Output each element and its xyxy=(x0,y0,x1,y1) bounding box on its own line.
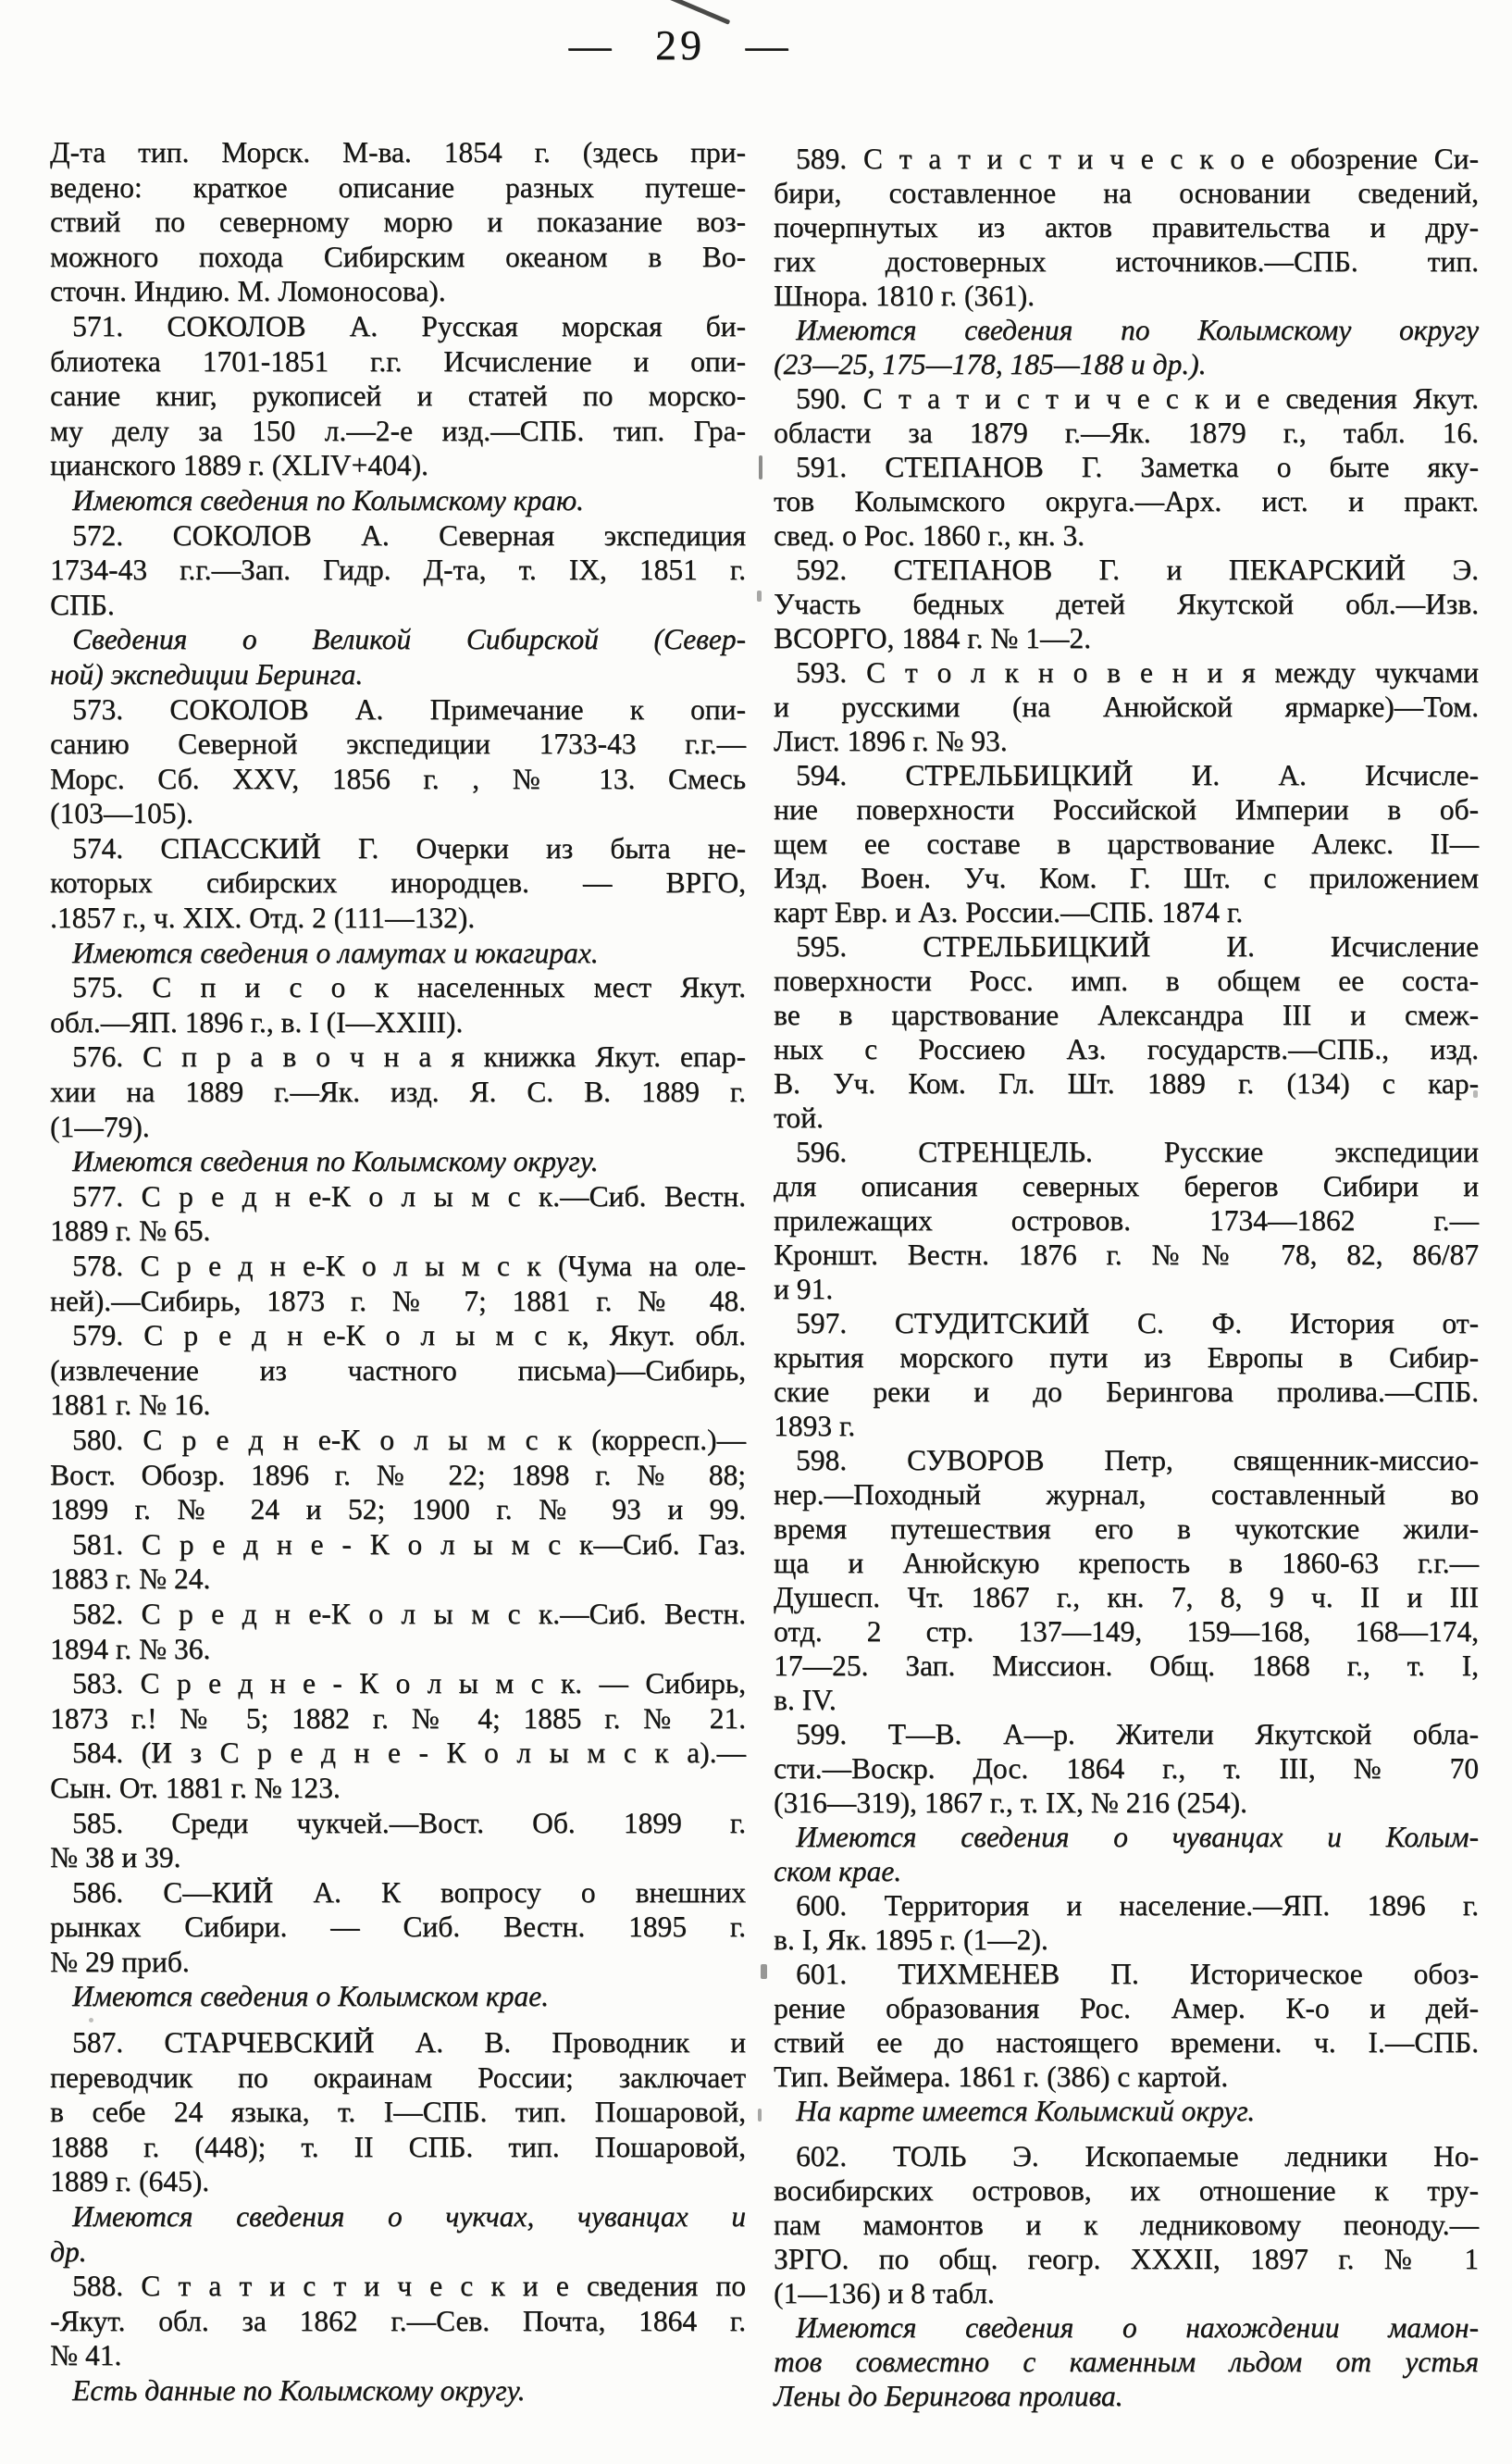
text-line: Душесп. Чт. 1867 г., кн. 7, 8, 9 ч. II и III xyxy=(774,1581,1479,1613)
text-line: 583. С р е д н е - К о л ы м с к. — Сибирь, xyxy=(72,1667,746,1700)
text-line: 1889 г. (645). xyxy=(50,2165,210,2198)
text-line: (23—25, 175—178, 185—188 и др.). xyxy=(774,348,1207,380)
text-line: (извлечение из частного письма)—Сибирь, xyxy=(50,1353,746,1387)
text-line: рение образования Рос. Амер. К-о и дей- xyxy=(774,1992,1479,2024)
text-line: (316—319), 1867 г., т. IX, № 216 (254). xyxy=(774,1786,1247,1819)
text-line: 1893 г. xyxy=(774,1410,856,1442)
text-line: в. IV. xyxy=(774,1684,837,1716)
text-line: Шнора. 1810 г. (361). xyxy=(774,280,1035,312)
text-line: санию Северной экспедиции 1733-43 г.г.— xyxy=(50,728,746,761)
text-line: 598. СУВОРОВ Петр, священник-миссио- xyxy=(796,1444,1479,1476)
text-line: Имеются сведения о ламутах и юкагирах. xyxy=(72,936,599,969)
text-line: время путешествия его в чукотские жили- xyxy=(774,1512,1479,1545)
text-line: СПБ. xyxy=(50,588,115,621)
text-line: му делу за 150 л.—2-е изд.—СПБ. тип. Гра- xyxy=(50,414,746,447)
text-line: отд. 2 стр. 137—149, 159—168, 168—174, xyxy=(774,1615,1479,1648)
text-line: 579. С р е д н е-К о л ы м с к, Якут. обл. xyxy=(72,1319,746,1352)
text-line: Сын. От. 1881 г. № 123. xyxy=(50,1771,341,1804)
text-line: Имеются сведения о чуванцах и Колым- xyxy=(796,1821,1479,1853)
text-line: (103—105). xyxy=(50,797,193,830)
left-column xyxy=(50,135,746,2408)
text-line: 580. С р е д н е-К о л ы м с к (корресп.)— xyxy=(72,1423,746,1456)
text-line: 17—25. Зап. Миссион. Общ. 1868 г., т. I, xyxy=(774,1649,1479,1682)
scan-artifact xyxy=(761,1964,767,1979)
text-line: крытия морского пути из Европы в Сибир- xyxy=(774,1341,1479,1374)
text-line: Имеются сведения о Колымском крае. xyxy=(72,1980,549,2013)
scan-artifact xyxy=(759,455,762,479)
text-line: восибирских островов, их отношение к тру- xyxy=(774,2174,1479,2207)
text-line: 1881 г. № 16. xyxy=(50,1388,211,1422)
text-line: 1883 г. № 24. xyxy=(50,1562,211,1596)
text-line: для описания северных берегов Сибири и xyxy=(774,1170,1479,1202)
text-line: 596. СТРЕНЦЕЛЬ. Русские экспедиции xyxy=(796,1136,1479,1168)
text-line: 578. С р е д н е-К о л ы м с к (Чума на оле- xyxy=(72,1250,746,1282)
text-line: .1857 г., ч. XIX. Отд. 2 (111—132). xyxy=(50,902,476,935)
text-line: 595. СТРЕЛЬБИЦКИЙ И. Исчисление xyxy=(796,930,1479,963)
text-line: 593. С т о л к н о в е н и я между чукчами xyxy=(796,656,1479,689)
scan-artifact xyxy=(1473,1090,1478,1098)
text-line: блиотека 1701-1851 г.г. Исчисление и опи- xyxy=(50,344,746,378)
text-line: 591. СТЕПАНОВ Г. Заметка о быте яку- xyxy=(796,451,1479,483)
text-line: ВСОРГО, 1884 г. № 1—2. xyxy=(774,622,1092,654)
text-line: ские реки и до Берингова пролива.—СПБ. xyxy=(774,1375,1479,1408)
text-line: 1734-43 г.г.—Зап. Гидр. Д-та, т. IX, 1851 г. xyxy=(50,554,746,587)
text-line: тов Колымского округа.—Арх. ист. и практ. xyxy=(774,485,1479,517)
text-line: цианского 1889 г. (XLIV+404). xyxy=(50,449,428,482)
text-line: той. xyxy=(774,1101,824,1134)
text-line: 1899 г. № 24 и 52; 1900 г. № 93 и 99. xyxy=(50,1493,746,1526)
text-line: тов совместно с каменным льдом от устья xyxy=(774,2346,1479,2378)
text-line: Кроншт. Вестн. 1876 г. №№ 78, 82, 86/87 xyxy=(774,1238,1479,1271)
text-line: Тип. Веймера. 1861 г. (386) с картой. xyxy=(774,2060,1229,2093)
text-line: в. I, Як. 1895 г. (1—2). xyxy=(774,1923,1048,1956)
text-line: 589. С т а т и с т и ч е с к о е обозрение Си- xyxy=(796,143,1479,175)
text-line: Имеются сведения по Колымскому округу. xyxy=(72,1145,599,1178)
text-line: хии на 1889 г.—Як. изд. Я. С. В. 1889 г. xyxy=(50,1076,746,1109)
text-line: прилежащих островов. 1734—1862 г.— xyxy=(774,1204,1479,1237)
text-line: Сведения о Великой Сибирской (Север- xyxy=(72,623,746,656)
text-line: 586. С—КИЙ А. К вопросу о внешних xyxy=(72,1875,746,1909)
text-line: 573. СОКОЛОВ А. Примечание к опи- xyxy=(72,692,746,726)
text-line: 600. Территория и население.—ЯП. 1896 г. xyxy=(796,1889,1479,1922)
text-line: обл.—ЯП. 1896 г., в. I (I—XXIII). xyxy=(50,1005,464,1039)
text-line: На карте имеется Колымский округ. xyxy=(796,2095,1256,2127)
text-line: свед. о Рос. 1860 г., кн. 3. xyxy=(774,519,1085,552)
text-line: рынках Сибири. — Сиб. Вестн. 1895 г. xyxy=(50,1910,746,1944)
text-line: 588. С т а т и с т и ч е с к и е сведения по xyxy=(72,2270,746,2303)
text-line: сание книг, рукописей и статей по морско- xyxy=(50,380,746,413)
text-line: 582. С р е д н е-К о л ы м с к.—Сиб. Вестн. xyxy=(72,1597,746,1630)
page-number: — 29 — xyxy=(568,21,792,68)
text-line: ща и Анюйскую крепость в 1860-63 г.г.— xyxy=(774,1547,1479,1579)
text-line: Имеются сведения по Колымскому округу xyxy=(796,314,1479,346)
text-line: гих достоверных источников.—СПБ. тип. xyxy=(774,245,1479,278)
text-line: Лист. 1896 г. № 93. xyxy=(774,725,1008,757)
text-line: 581. С р е д н е - К о л ы м с к—Сиб. Газ. xyxy=(72,1527,746,1561)
text-line: Д-та тип. Морск. М-ва. 1854 г. (здесь при- xyxy=(50,136,746,168)
text-line: 592. СТЕПАНОВ Г. и ПЕКАРСКИЙ Э. xyxy=(796,554,1479,586)
text-line: Вост. Обозр. 1896 г. № 22; 1898 г. № 88; xyxy=(50,1458,746,1491)
text-line: № 41. xyxy=(50,2339,122,2372)
text-line: ствий по северному морю и показание воз- xyxy=(50,205,746,239)
text-line: 599. Т—В. А—р. Жители Якутской обла- xyxy=(796,1718,1479,1750)
text-line: 602. ТОЛЬ Э. Ископаемые ледники Но- xyxy=(796,2140,1479,2172)
text-line: Изд. Воен. Уч. Ком. Г. Шт. с приложением xyxy=(774,862,1479,894)
text-line: ведено: краткое описание разных путеше- xyxy=(50,170,746,204)
scan-artifact xyxy=(758,2109,762,2122)
text-line: переводчик по окраинам России; заключает xyxy=(50,2060,746,2094)
text-line: 574. СПАССКИЙ Г. Очерки из быта не- xyxy=(72,831,746,865)
text-line: (1—79). xyxy=(50,1110,150,1143)
text-line: -Якут. обл. за 1862 г.—Сев. Почта, 1864 г. xyxy=(50,2304,746,2337)
text-line: 1894 г. № 36. xyxy=(50,1632,211,1665)
text-line: ском крае. xyxy=(774,1855,902,1887)
text-line: № 38 и 39. xyxy=(50,1841,181,1874)
text-line: сти.—Воскр. Дос. 1864 г., т. III, № 70 xyxy=(774,1752,1479,1785)
text-line: ствий ее до настоящего времени. ч. I.—СПБ. xyxy=(774,2026,1479,2059)
text-line: 575. С п и с о к населенных мест Якут. xyxy=(72,971,746,1004)
text-line: 597. СТУДИТСКИЙ С. Ф. История от- xyxy=(796,1307,1479,1339)
text-line: почерпнутых из актов правительства и дру- xyxy=(774,211,1479,243)
text-line: щем ее составе в царствование Алекс. II— xyxy=(774,828,1479,860)
text-line: ных с Россиею Аз. государств.—СПБ., изд. xyxy=(774,1033,1479,1065)
text-line: 1889 г. № 65. xyxy=(50,1214,211,1248)
text-line: области за 1879 г.—Як. 1879 г., табл. 16. xyxy=(774,417,1479,449)
scan-artifact xyxy=(89,2018,93,2022)
text-line: ной) экспедиции Беринга. xyxy=(50,657,364,691)
text-line: В. Уч. Ком. Гл. Шт. 1889 г. (134) с кар- xyxy=(774,1067,1479,1100)
text-line: бири, составленное на основании сведений, xyxy=(774,177,1479,209)
text-line: 1888 г. (448); т. II СПБ. тип. Пошаровой, xyxy=(50,2130,746,2163)
text-line: и русскими (на Анюйской ярмарке)—Том. xyxy=(774,691,1479,723)
text-line: ЗРГО. по общ. геогр. XXXII, 1897 г. № 1 xyxy=(774,2243,1479,2275)
text-line: и 91. xyxy=(774,1273,834,1305)
right-column xyxy=(774,142,1479,2413)
text-line: карт Евр. и Аз. России.—СПБ. 1874 г. xyxy=(774,896,1244,928)
text-line: Имеются сведения о чукчах, чуванцах и xyxy=(72,2200,746,2234)
text-line: Имеются сведения по Колымскому краю. xyxy=(72,483,584,516)
text-line: можного похода Сибирским океаном в Во- xyxy=(50,240,746,273)
text-line: 590. С т а т и с т и ч е с к и е сведения Якут. xyxy=(796,382,1479,415)
text-line: ней).—Сибирь, 1873 г. № 7; 1881 г. № 48. xyxy=(50,1284,746,1317)
text-line: поверхности Росс. имп. в общем ее соста- xyxy=(774,964,1479,997)
text-line: 601. ТИХМЕНЕВ П. Историческое обоз- xyxy=(796,1958,1479,1990)
text-line: 571. СОКОЛОВ А. Русская морская би- xyxy=(72,309,746,342)
text-line: № 29 приб. xyxy=(50,1945,190,1978)
text-line: 585. Среди чукчей.—Вост. Об. 1899 г. xyxy=(72,1806,746,1839)
text-line: 587. СТАРЧЕВСКИЙ А. В. Проводник и xyxy=(72,2026,746,2060)
text-line: Участь бедных детей Якутской обл.—Изв. xyxy=(774,588,1479,620)
text-line: 584. (И з С р е д н е - К о л ы м с к а).— xyxy=(72,1736,746,1770)
text-line: 577. С р е д н е-К о л ы м с к.—Сиб. Вестн. xyxy=(72,1179,746,1213)
text-line: 576. С п р а в о ч н а я книжка Якут. епар- xyxy=(72,1040,746,1074)
text-line: нер.—Походный журнал, составленный во xyxy=(774,1478,1479,1511)
text-line: ве в царствование Александра III и смеж- xyxy=(774,999,1479,1031)
text-line: 572. СОКОЛОВ А. Северная экспедиция xyxy=(72,518,746,552)
text-line: др. xyxy=(50,2234,87,2268)
text-line: сточн. Индию. М. Ломоносова). xyxy=(50,275,446,308)
text-line: 1873 г.! № 5; 1882 г. № 4; 1885 г. № 21. xyxy=(50,1701,746,1735)
text-line: (1—136) и 8 табл. xyxy=(774,2277,995,2309)
text-line: в себе 24 языка, т. I—СПБ. тип. Пошаровой, xyxy=(50,2096,746,2129)
text-line: Морс. Сб. XXV, 1856 г. , № 13. Смесь xyxy=(50,762,746,795)
text-line: Имеются сведения о нахождении мамон- xyxy=(796,2311,1479,2344)
text-line: ние поверхности Российской Империи в об- xyxy=(774,793,1479,826)
text-line: которых сибирских инородцев. — ВРГО, xyxy=(50,866,746,900)
text-line: Лены до Берингова пролива. xyxy=(774,2380,1123,2412)
text-line: Есть данные по Колымскому округу. xyxy=(72,2374,526,2407)
text-line: пам мамонтов и к ледниковому пеоноду.— xyxy=(774,2209,1479,2241)
scan-artifact xyxy=(757,591,762,602)
text-line: 594. СТРЕЛЬБИЦКИЙ И. А. Исчисле- xyxy=(796,759,1479,791)
